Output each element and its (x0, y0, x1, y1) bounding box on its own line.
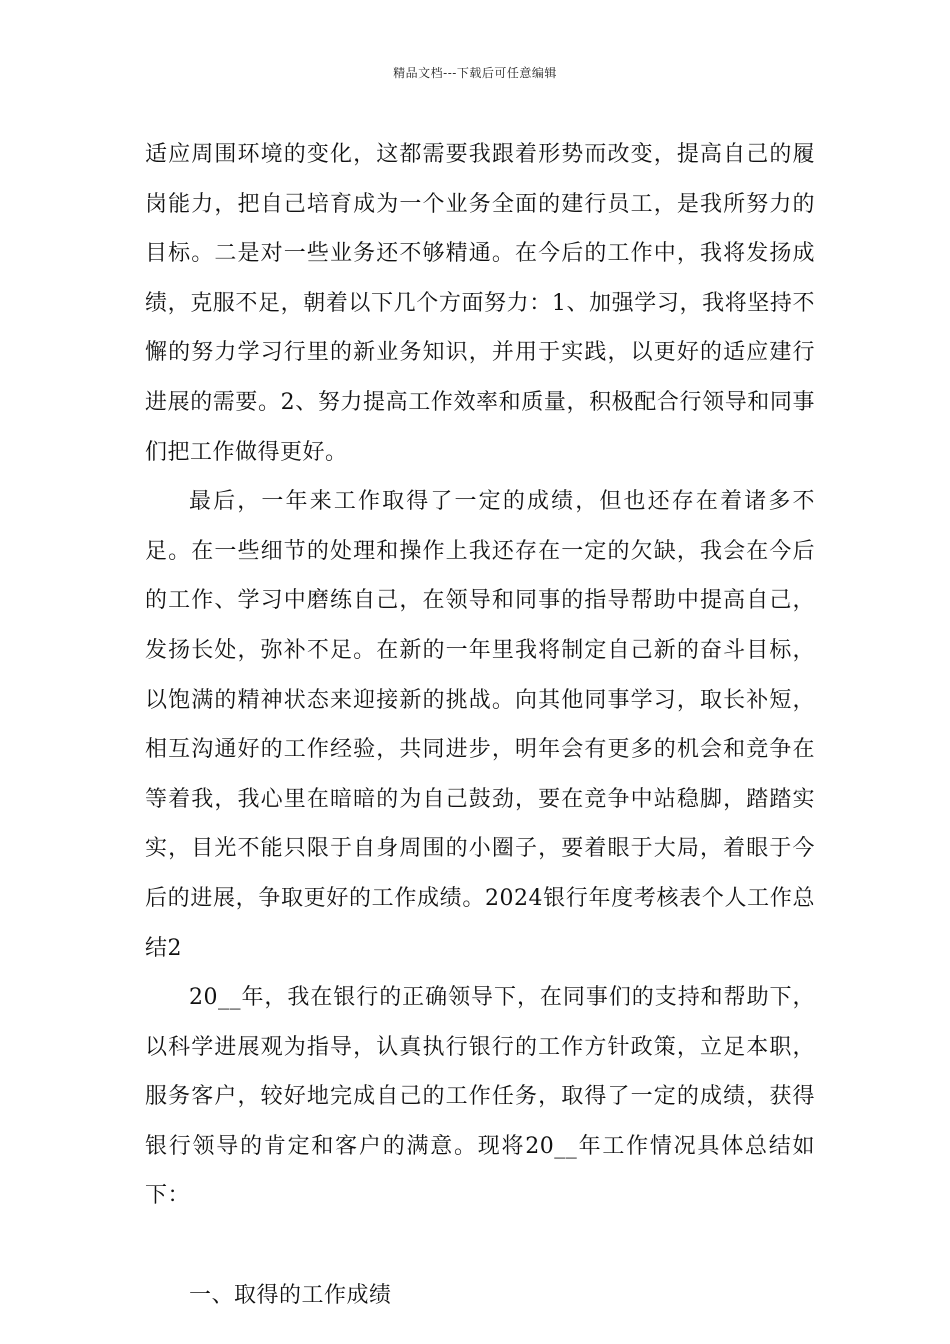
section-heading: 一、取得的工作成绩 (189, 1282, 392, 1308)
page-header-watermark: 精品文档---下载后可任意编辑 (393, 66, 557, 80)
paragraph-intro: 20__年，我在银行的正确领导下，在同事们的支持和帮助下，以科学进展观为指导，认真执行银行的工作方针政策，立足本职，服务客户，较好地完成自己的工作任务，取得了一定的成绩，获得银行领导的肯定和客户的满意。现将20__年工作情况具体总结如下： (145, 985, 815, 1209)
spacer (145, 1221, 815, 1271)
paragraph-conclusion: 最后，一年来工作取得了一定的成绩，但也还存在着诸多不足。在一些细节的处理和操作上我还存在一定的欠缺，我会在今后的工作、学习中磨练自己，在领导和同事的指导帮助中提高自己，发扬长处，弥补不足。在新的一年里我将制定自己新的奋斗目标，以饱满的精神状态来迎接新的挑战。向其他同事学习，取长补短，相互沟通好的工作经验，共同进步，明年会有更多的机会和竞争在等着我，我心里在暗暗的为自己鼓劲，要在竞争中站稳脚，踏踏实实，目光不能只限于自身周围的小圈子，要着眼于大局，着眼于今后的进展，争取更好的工作成绩。2024银行年度考核表个人工作总结2 (145, 489, 815, 961)
paragraph-continuation: 适应周围环境的变化，这都需要我跟着形势而改变，提高自己的履岗能力，把自己培育成为一个业务全面的建行员工，是我所努力的目标。二是对一些业务还不够精通。在今后的工作中，我将发扬成绩，克服不足，朝着以下几个方面努力：1、加强学习，我将坚持不懈的努力学习行里的新业务知识，并用于实践，以更好的适应建行进展的需要。2、努力提高工作效率和质量，积极配合行领导和同事们把工作做得更好。 (145, 142, 815, 465)
document-body (145, 130, 815, 1320)
